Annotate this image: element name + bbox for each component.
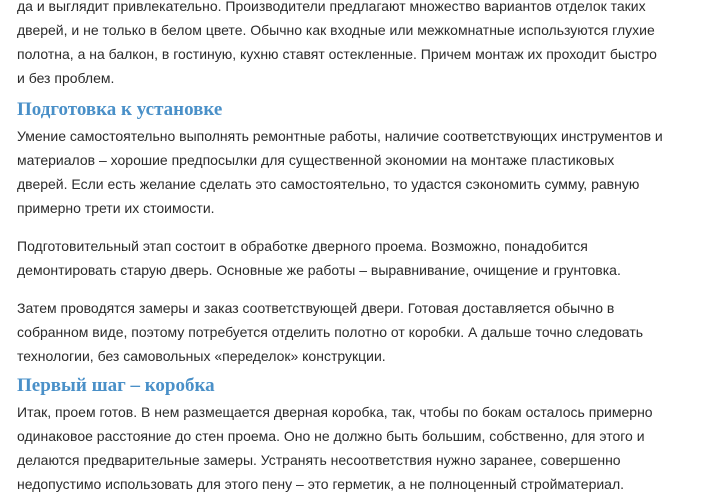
section-heading-preparation: Подготовка к установке	[17, 99, 223, 120]
text-line: примерно трети их стоимости.	[17, 200, 215, 216]
text-line: одинаковое расстояние до стен проема. Оно не должно быть большим, собственно, для этого и	[17, 428, 645, 444]
text-line: дверей, и не только в белом цвете. Обычно как входные или межкомнатные используются глухие	[17, 22, 655, 38]
paragraph-gap	[17, 282, 717, 296]
paragraph-measurements	[17, 296, 717, 368]
paragraph-skills	[17, 124, 717, 220]
text-line: делаются предварительные замеры. Устранять несоответствия нужно заранее, совершенно	[17, 452, 621, 468]
text-line: полотна, а на балкон, в гостиную, кухню ставят остекленные. Причем монтаж их проходит быстро	[17, 46, 657, 62]
text-line: дверей. Если есть желание сделать это самостоятельно, то удастся сэкономить сумму, равную	[17, 176, 640, 192]
paragraph-frame	[17, 400, 717, 496]
text-line: собранном виде, поэтому потребуется отделить полотно от коробки. А дальше точно следовать	[17, 324, 644, 340]
text-line: недопустимо использовать для этого пену – это герметик, а не полноценный стройматериал.	[17, 476, 625, 492]
paragraph-gap	[17, 220, 717, 234]
text-line: демонтировать старую дверь. Основные же работы – выравнивание, очищение и грунтовка.	[17, 262, 621, 278]
paragraph-prep-stage	[17, 234, 717, 282]
text-line: Итак, проем готов. В нем размещается дверная коробка, так, чтобы по бокам осталось примерно	[17, 404, 653, 420]
text-line: Умение самостоятельно выполнять ремонтные работы, наличие соответствующих инструментов и	[17, 128, 663, 144]
text-line: Затем проводятся замеры и заказ соответствующей двери. Готовая доставляется обычно в	[17, 300, 615, 316]
section-heading-first-step: Первый шаг – коробка	[17, 375, 215, 396]
text-line: и без проблем.	[17, 70, 115, 86]
text-line: Подготовительный этап состоит в обработке дверного проема. Возможно, понадобится	[17, 238, 588, 254]
text-line: материалов – хорошие предпосылки для существенной экономии на монтаже пластиковых	[17, 152, 615, 168]
article-body	[17, 0, 717, 496]
intro-paragraph	[17, 0, 717, 90]
text-line: технологии, без самовольных «переделок» конструкции.	[17, 348, 386, 364]
text-line: да и выглядит привлекательно. Производители предлагают множество вариантов отделок таких	[17, 0, 646, 14]
